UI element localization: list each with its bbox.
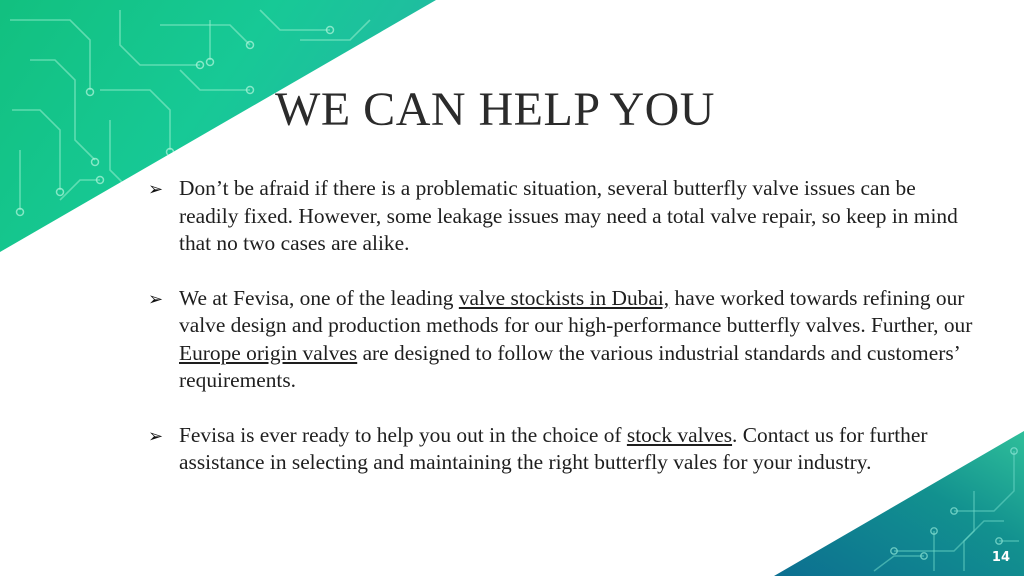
- bullet-list: [148, 175, 978, 504]
- bullet-text: . Contact us for further assistance in selecting and maintaining the right butterfly vales for your industry.: [179, 422, 928, 474]
- arrow-bullet-icon: ➢: [148, 179, 164, 199]
- valve-stockists-link[interactable]: valve stockists in Dubai,: [458, 285, 670, 310]
- stock-valves-link[interactable]: stock valves: [626, 422, 733, 447]
- page-number: 14: [991, 550, 1010, 565]
- bullet-item: [148, 175, 978, 258]
- bullet-text: are designed to follow the various industrial standards and customers’ requirements.: [179, 340, 960, 392]
- bullet-text: have worked towards refining our valve design and production methods for our high-performance butterfly valves. Further, our: [179, 285, 973, 337]
- bullet-text: Fevisa is ever ready to help you out in the choice of: [179, 422, 627, 447]
- bullet-item: [148, 422, 978, 477]
- bullet-text: We at Fevisa, one of the leading: [179, 285, 459, 310]
- slide-title: WE CAN HELP YOU: [275, 83, 715, 136]
- arrow-bullet-icon: ➢: [148, 288, 164, 309]
- bullet-item: [148, 285, 978, 395]
- europe-origin-valves-link[interactable]: Europe origin valves: [179, 340, 358, 365]
- bullet-text: Don’t be afraid if there is a problematic situation, several butterfly valve issues can be readily fixed. However, some leakage issues may need a total valve repair, so keep in mind that no two cases are alike.: [179, 176, 958, 255]
- arrow-bullet-icon: ➢: [148, 425, 164, 446]
